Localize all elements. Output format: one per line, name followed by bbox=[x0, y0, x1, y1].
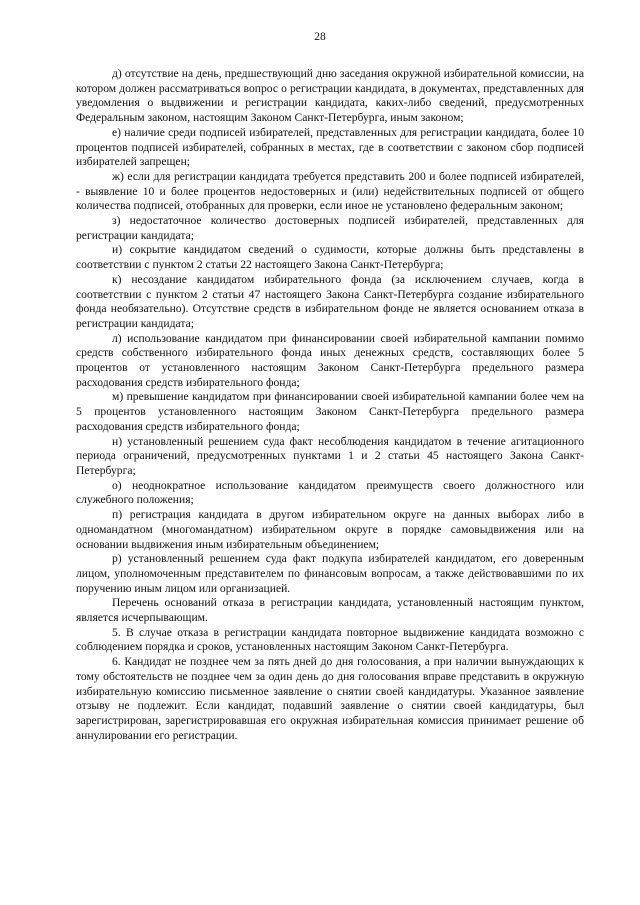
paragraph-exhaustive-list: Перечень оснований отказа в регистрации кандидата, установленный настоящим пунктом, является исчерпывающим. bbox=[76, 596, 584, 625]
paragraph-item-k: к) несоздание кандидатом избирательного фонда (за исключением случаев, когда в соответствии с пунктом 2 статьи 47 настоящего Закона Санкт-Петербурга создание избирательного фонда необязательно). Отсутствие средств в избирательном фонде не является основанием отказа в регистрации кандидата; bbox=[76, 272, 584, 330]
paragraph-item-i: и) сокрытие кандидатом сведений о судимости, которые должны быть представлены в соответствии с пунктом 2 статьи 22 настоящего Закона Санкт-Петербурга; bbox=[76, 243, 584, 272]
paragraph-item-zh: ж) если для регистрации кандидата требуется представить 200 и более подписей избирателей, - выявление 10 и более процентов недостоверных и (или) недействительных подписей от общего количества подписей, отобранных для проверки, если иное не установлено федеральным законом; bbox=[76, 169, 584, 213]
paragraph-item-o: о) неоднократное использование кандидатом преимуществ своего должностного или служебного положения; bbox=[76, 478, 584, 507]
paragraph-item-l: л) использование кандидатом при финансировании своей избирательной кампании помимо средств собственного избирательного фонда иных денежных средств, составляющих более 5 процентов от установленного настоящим Законом Санкт-Петербурга предельного размера расходования средств избирательного фонда; bbox=[76, 331, 584, 389]
page-number: 28 bbox=[314, 31, 326, 43]
paragraph-item-n: н) установленный решением суда факт несоблюдения кандидатом в течение агитационного периода ограничений, предусмотренных пунктами 1 и 2 статьи 45 настоящего Закона Санкт-Петербурга; bbox=[76, 434, 584, 477]
paragraph-clause-6: 6. Кандидат не позднее чем за пять дней до дня голосования, а при наличии вынуждающих к тому обстоятельств не позднее чем за один день до дня голосования вправе представить в окружную избирательную комиссию письменное заявление о снятии своей кандидатуры. Указанное заявление отзыву не подлежит. Если кандидат, подавший заявление о снятии своей кандидатуры, был зарегистрирован, зарегистрировавшая его окружная избирательная комиссия принимает решение об аннулировании его регистрации. bbox=[76, 655, 584, 742]
paragraph-item-m: м) превышение кандидатом при финансировании своей избирательной кампании более чем на 5 процентов установленного настоящим Законом Санкт-Петербурга предельного размера расходования средств избирательного фонда; bbox=[76, 390, 584, 433]
paragraph-item-e: е) наличие среди подписей избирателей, представленных для регистрации кандидата, более 10 процентов подписей избирателей, собранных в местах, где в соответствии с законом сбор подписей избирателей запрещен; bbox=[76, 125, 584, 169]
paragraph-clause-5: 5. В случае отказа в регистрации кандидата повторное выдвижение кандидата возможно с соблюдением порядка и сроков, установленных настоящим Законом Санкт-Петербурга. bbox=[76, 625, 584, 654]
paragraph-item-z: з) недостаточное количество достоверных подписей избирателей, представленных для регистрации кандидата; bbox=[76, 214, 584, 242]
paragraph-item-r: р) установленный решением суда факт подкупа избирателей кандидатом, его доверенным лицом, уполномоченным представителем по финансовым вопросам, а также действовавшими по их поручению иным лицом или организацией. bbox=[76, 552, 584, 595]
paragraph-item-d: д) отсутствие на день, предшествующий дню заседания окружной избирательной комиссии, на котором должен рассматриваться вопрос о регистрации кандидата, в документах, представленных для уведомления о выдвижении и регистрации кандидата, каких-либо сведений, предусмотренных Федеральным законом, настоящим Законом Санкт-Петербурга, иным законом; bbox=[76, 67, 584, 125]
body-text bbox=[76, 67, 584, 743]
paragraph-item-p: п) регистрация кандидата в другом избирательном округе на данных выборах либо в одномандатном (многомандатном) избирательном округе в порядке самовыдвижения или на основании выдвижения иным избирательным объединением; bbox=[76, 508, 584, 551]
